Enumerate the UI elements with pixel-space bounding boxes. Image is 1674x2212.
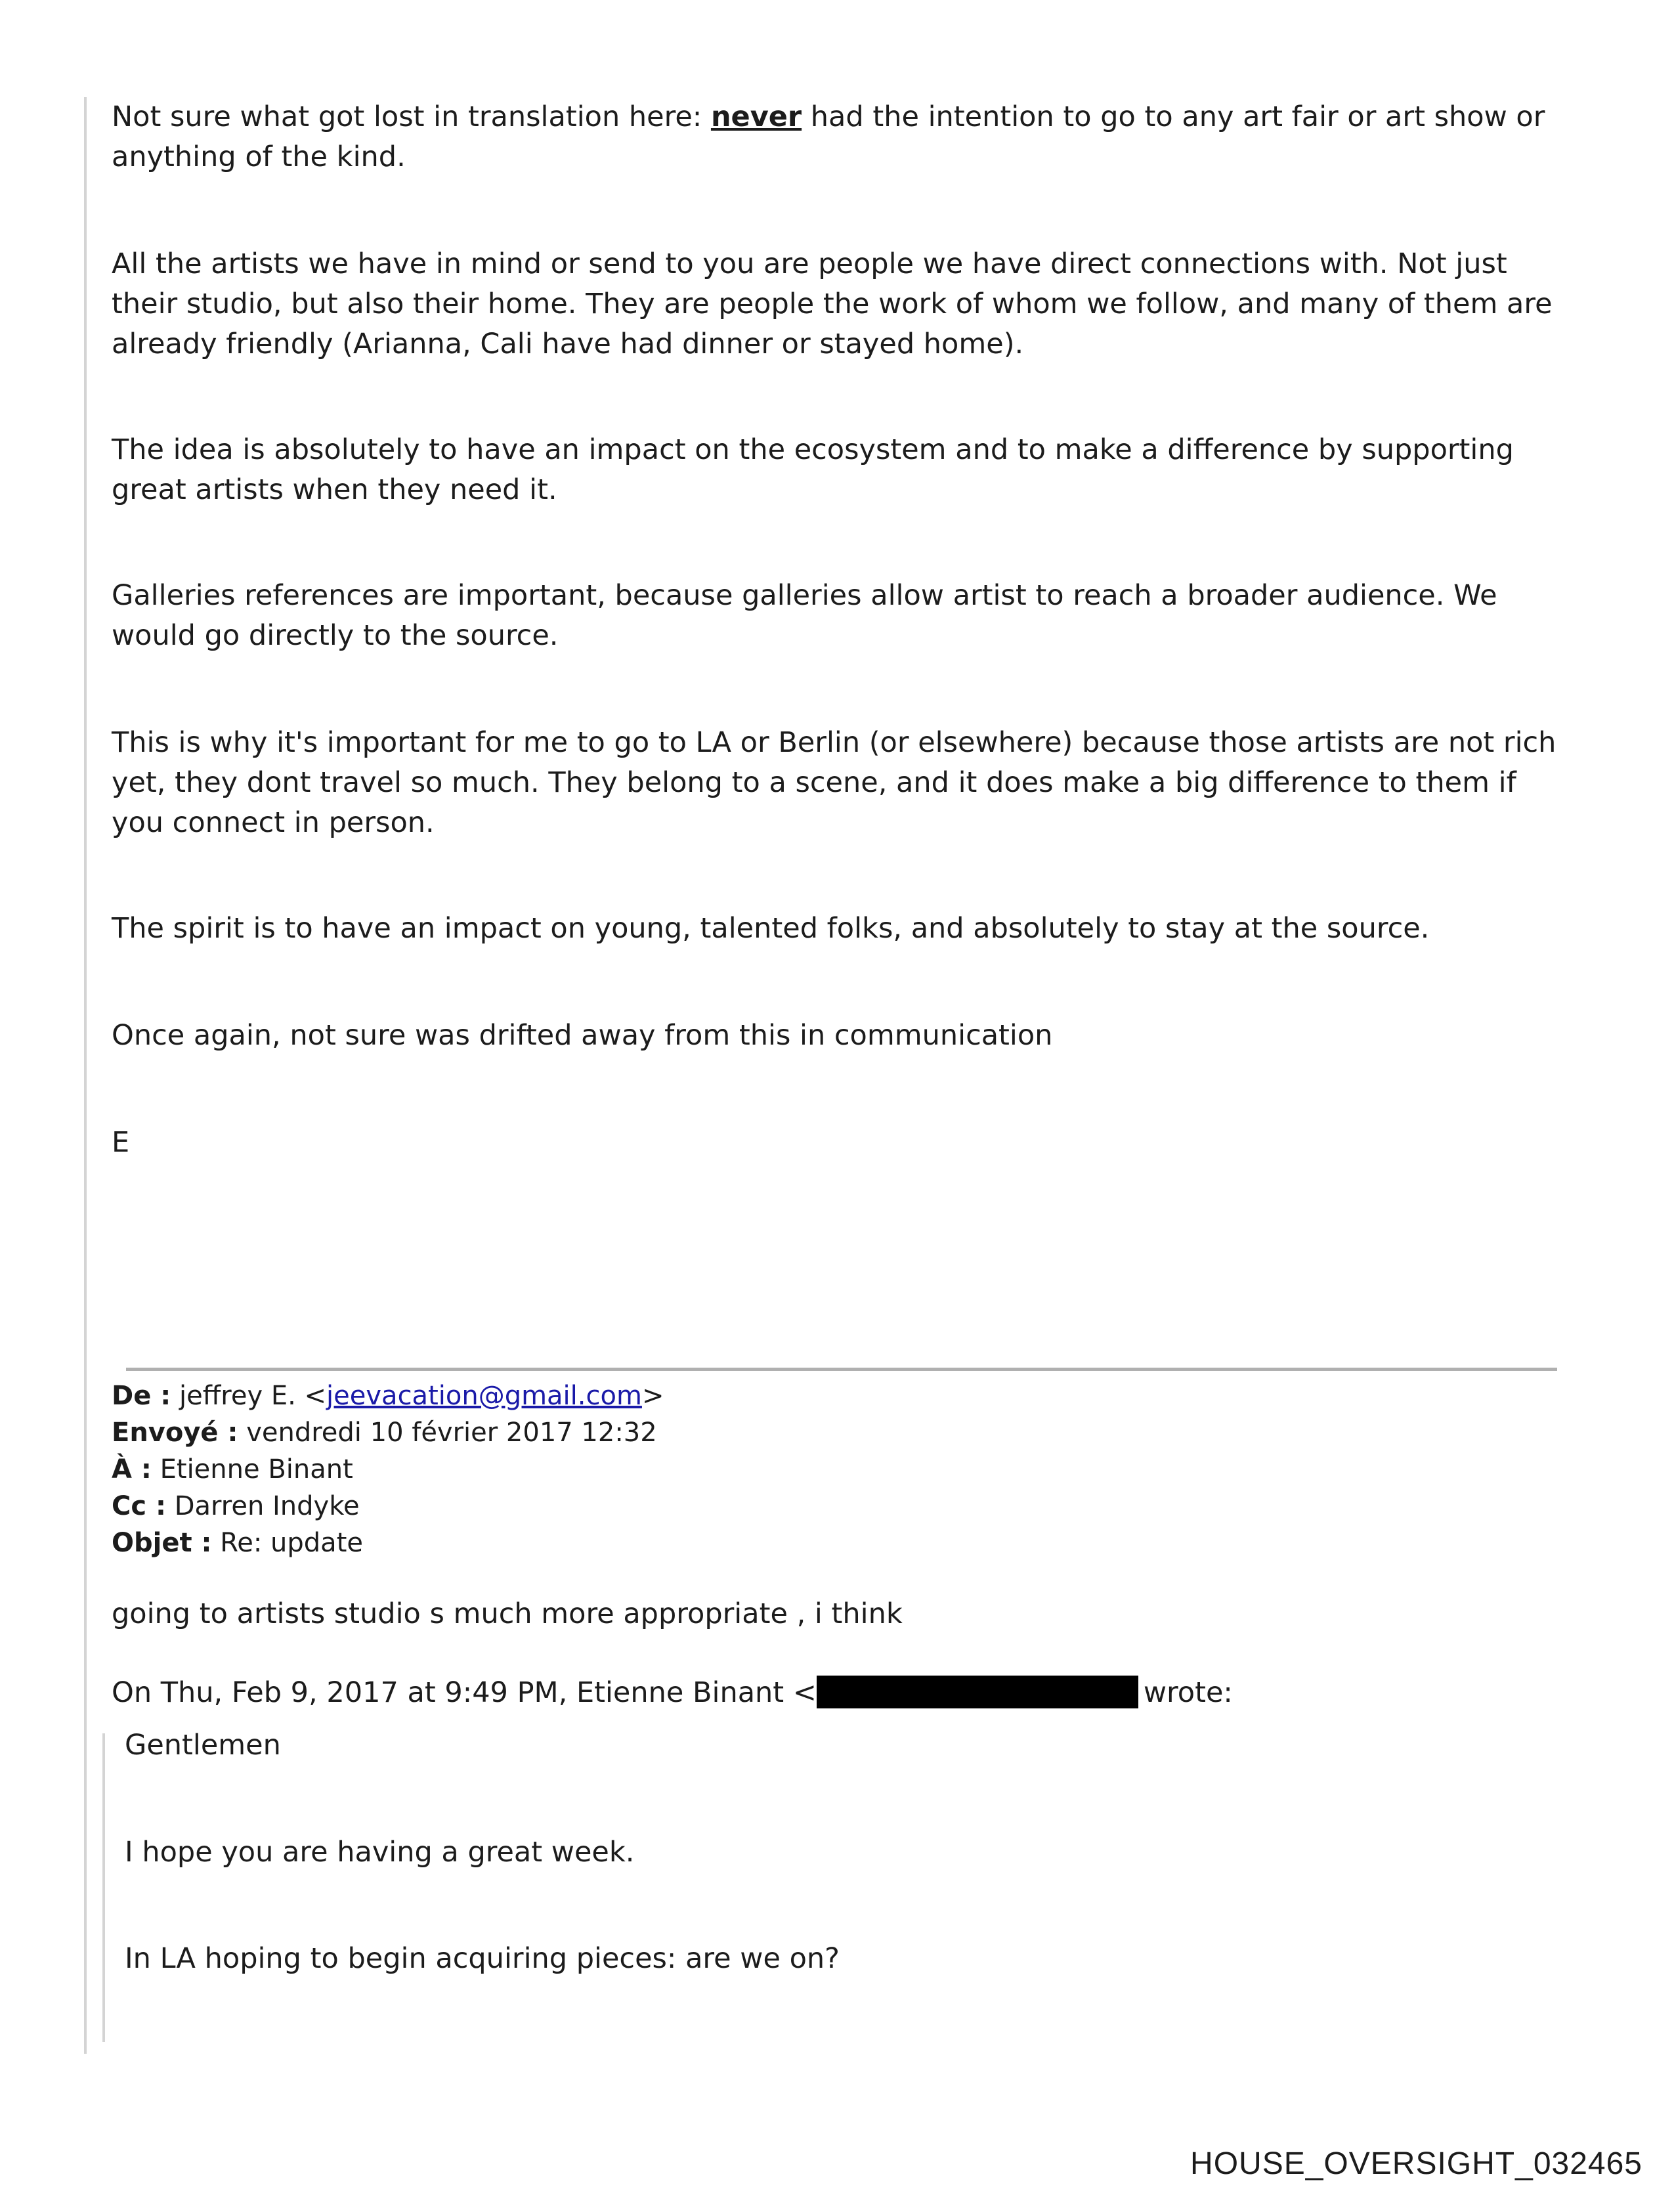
bates-number: HOUSE_OVERSIGHT_032465: [1190, 2146, 1642, 2181]
quote-bar-inner: [102, 1733, 105, 2042]
header-from: [112, 1377, 664, 1414]
sent-label: Envoyé :: [112, 1418, 238, 1448]
redaction-block: [817, 1676, 1138, 1708]
header-sent: [112, 1414, 664, 1451]
body-paragraph-1: [112, 97, 1576, 177]
forwarded-header: [112, 1377, 664, 1561]
from-label: De :: [112, 1381, 171, 1411]
body-paragraph-7: Once again, not sure was drifted away from this in communication: [112, 1019, 1053, 1052]
from-close: >: [641, 1381, 664, 1411]
body-paragraph-5: This is why it's important for me to go to LA or Berlin (or elsewhere) because those artists are not rich yet, they dont travel so much. They belong to a scene, and it does make a big difference to them if you connect in person.: [112, 726, 1556, 839]
p1-text-before: Not sure what got lost in translation here:: [112, 100, 711, 133]
quoted-paragraph-1: Gentlemen: [125, 1729, 281, 1762]
to-label: À :: [112, 1454, 152, 1485]
cc-value: Darren Indyke: [166, 1491, 360, 1521]
quote-attribution: [112, 1673, 1576, 1713]
body-paragraph-3: The idea is absolutely to have an impact on the ecosystem and to make a difference by supporting great artists when they need it.: [112, 433, 1514, 506]
from-name: jeffrey E. <: [171, 1381, 327, 1411]
quoted-paragraph-3: In LA hoping to begin acquiring pieces: are we on?: [125, 1942, 840, 1975]
subject-value: Re: update: [211, 1528, 363, 1558]
sent-value: vendredi 10 février 2017 12:32: [238, 1418, 657, 1448]
header-subject: [112, 1525, 664, 1561]
header-cc: [112, 1488, 664, 1525]
quote-bar-outer: [84, 97, 87, 2054]
to-value: Etienne Binant: [151, 1454, 353, 1485]
attribution-wrote: wrote:: [1143, 1676, 1233, 1709]
p1-emphasis: never: [710, 100, 802, 133]
signature: E: [112, 1126, 130, 1159]
reply-text: going to artists studio s much more appropriate , i think: [112, 1597, 903, 1630]
cc-label: Cc :: [112, 1491, 166, 1521]
quoted-paragraph-2: I hope you are having a great week.: [125, 1836, 635, 1869]
subject-label: Objet :: [112, 1528, 212, 1558]
attribution-text: On Thu, Feb 9, 2017 at 9:49 PM, Etienne Binant <: [112, 1676, 817, 1709]
body-paragraph-2: All the artists we have in mind or send to you are people we have direct connections with. Not just their studio, but also their home. They are people the work of whom we follow, and many of them are already friendly (Arianna, Cali have had dinner or stayed home).: [112, 248, 1553, 360]
body-paragraph-4: Galleries references are important, because galleries allow artist to reach a broader audience. We would go directly to the source.: [112, 579, 1497, 652]
header-to: [112, 1451, 664, 1488]
p1-text-after: had the intention to go to any art fair or art show or anything of the kind.: [112, 100, 1545, 173]
message-separator: [126, 1368, 1557, 1371]
body-paragraph-6: The spirit is to have an impact on young, talented folks, and absolutely to stay at the source.: [112, 912, 1430, 945]
from-email-link[interactable]: jeevacation@gmail.com: [326, 1381, 642, 1411]
